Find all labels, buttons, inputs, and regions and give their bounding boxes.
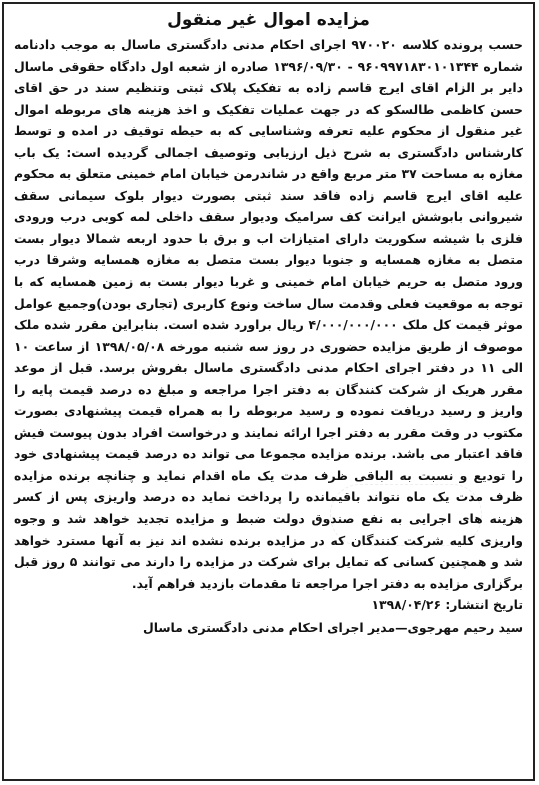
- publication-date-label: تاریخ انتشار:: [445, 597, 523, 613]
- notice-body: حسب پرونده کلاسه ۹۷۰۰۲۰ اجرای احکام مدنی دادگستری ماسال به موجب دادنامه شماره ۹۶۰۹۹۷۱۸۳۰۱۰۱۳۴۴ - ۱۳۹۶/۰۹/۳۰ صادره از شعبه اول دادگاه حقوقی ماسال دایر بر الزام اقای ایرج قاسم زاده به تفکیک پلاک ثبتی وتنظیم سند در حق اقای حسن کاظمی طالسکو که در جهت عملیات تفکیک و اخذ هزینه های مربوطه اموال غیر منقول از محکوم علیه تعرفه وشناسایی که به حیطه توقیف در امده و توسط کارشناس دادگستری به شرح ذیل ارزیابی وتوصیف اجمالی گردیده است: یک باب مغازه به مساحت ۳۷ متر مربع واقع در شاندرمن خیابان امام خمینی متعلق به محکوم علیه اقای ایرج قاسم زاده فاقد سند ثبتی بصورت دیوار بلوک سیمانی سقف شیروانی بابوشش ایرانت کف سرامیک ودیوار سقف داخلی لمه کوبی درب ورودی فلزی با شیشه سکوریت دارای امتیازات اب و برق با حدود اربعه شمالا دیوار بست متصل به مغازه همسایه و جنوبا دیوار بست متصل به مغازه همسایه وشرقا درب ورود متصل به حریم خیابان امام خمینی و غربا دیوار بست به زمین همسایه که با توجه به موقعیت فعلی وقدمت سال ساخت ونوع کاربری (تجاری بودن)وجمیع عوامل موثر قیمت کل ملک ۴/۰۰۰/۰۰۰/۰۰۰ ریال براورد شده است. بنابراین مقرر شده ملک موصوف از طریق مزایده حضوری در روز سه شنبه مورخه ۱۳۹۸/۰۵/۰۸ از ساعت ۱۰ الی ۱۱ در دفتر اجرای احکام مدنی دادگستری ماسال بفروش برسد. قبل از موعد مقرر هریک از شرکت کنندگان به دفتر اجرا مراجعه و مبلغ ده درصد قیمت پایه را واریز و رسید دریافت نموده و رسید مربوطه را به همراه قیمت پیشنهادی بصورت مکتوب در وقت مقرر به دفتر اجرا ارائه نمایند و درخواست افراد بدون پیوست فیش فاقد اعتبار می باشد. برنده مزایده مجموعا می تواند ده درصد قیمت پیشنهادی خود را تودیع و نسبت به الباقی ظرف مدت یک ماه اقدام نماید و چنانچه برنده مزایده ظرف مدت یک ماه نتواند باقیمانده را پرداخت نماید ده درصد واریزی پس از کسر هزینه های اجرایی به نفع صندوق دولت ضبط و مزایده تجدید خواهد شد و وجوه واریزی کلیه شرکت کنندگان که در مزایده برنده نشده اند نیز به آنها مسترد خواهد شد و همچنین کسانی که تمایل برای شرکت در مزایده را دارند می توانند ۵ روز قبل برگزاری مزایده به دفتر اجرا مراجعه تا مقدمات بازدید فراهم آید.: [14, 37, 524, 591]
- notice-signature: سید رحیم مهرجوی—مدیر اجرای احکام مدنی دادگستری ماسال: [142, 620, 523, 636]
- notice-title: مزایده اموال غیر منقول: [167, 10, 370, 30]
- publication-date-value: ۱۳۹۸/۰۴/۲۶: [371, 597, 442, 613]
- auction-notice: [2, 2, 535, 781]
- publication-date: [14, 594, 523, 615]
- watermark-stamp: [330, 484, 482, 546]
